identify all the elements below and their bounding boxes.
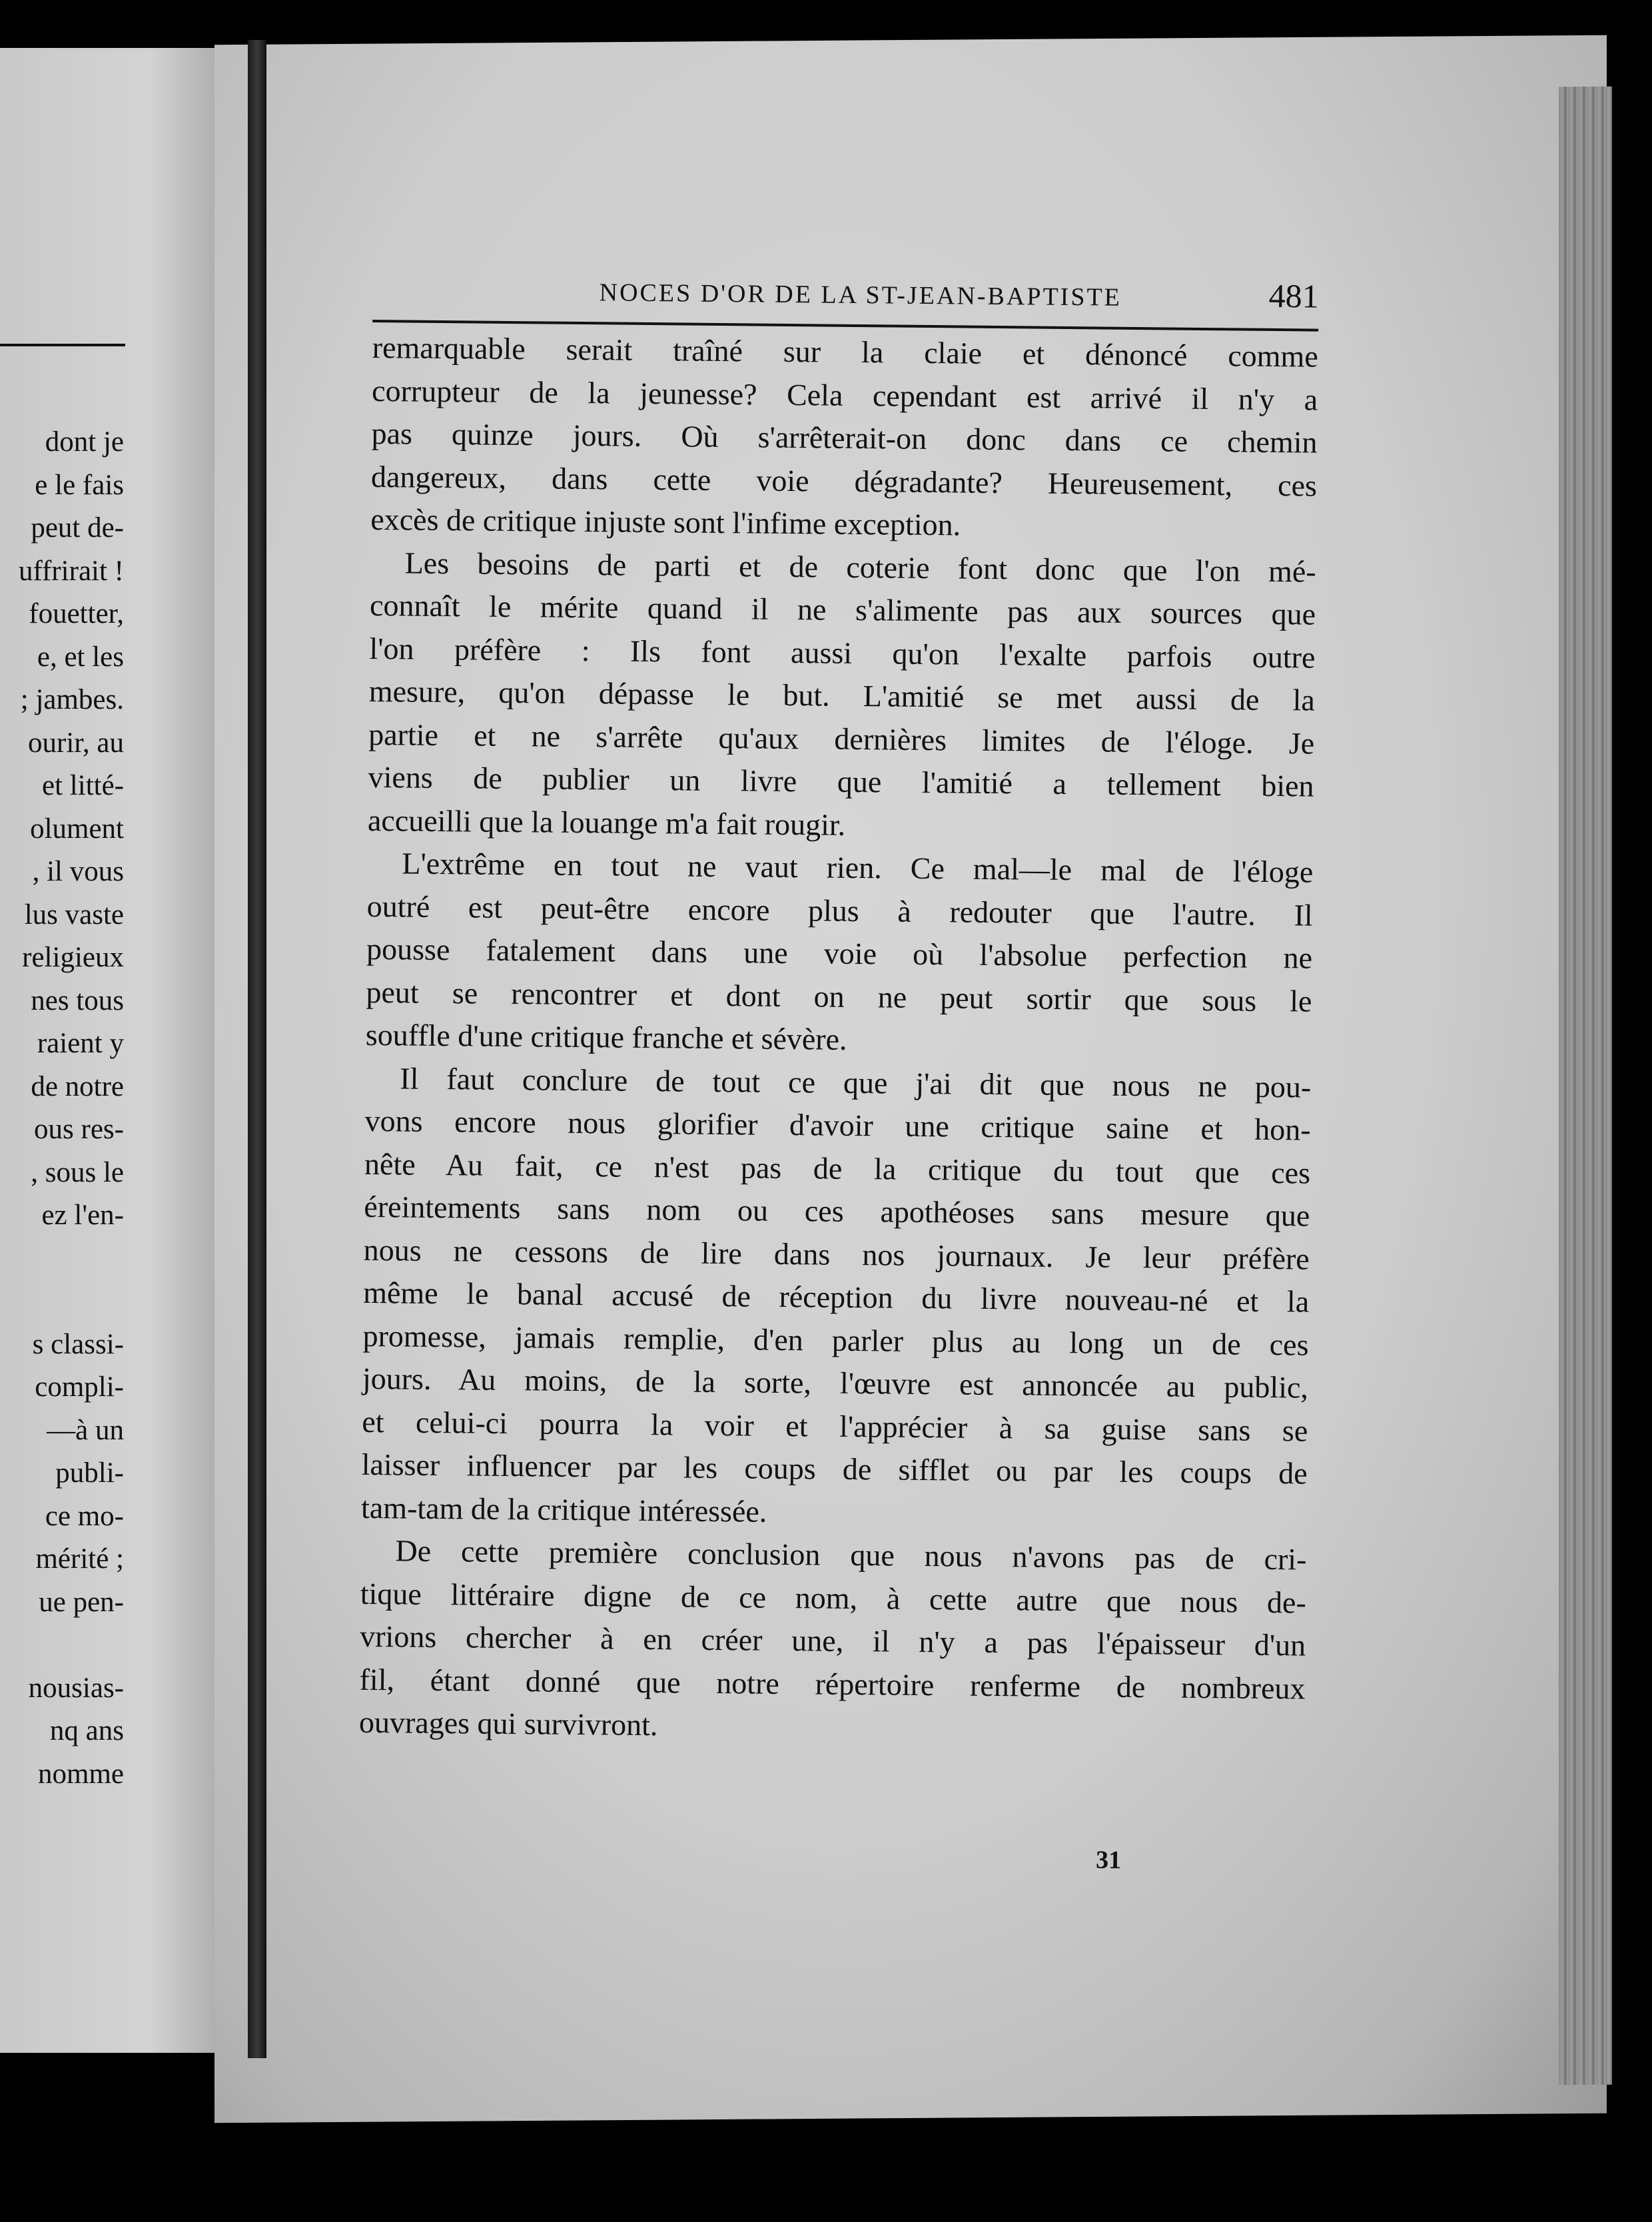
left-page-line: —à un (47, 1414, 124, 1446)
body-text (359, 326, 1318, 1753)
left-page-line: raient y (37, 1028, 124, 1059)
left-page-line: ; jambes. (20, 684, 124, 715)
left-page-line: s classi- (32, 1328, 124, 1360)
page-edges (1559, 87, 1612, 2085)
text-line: partie et ne s'arrête qu'aux dernières limites de l'éloge. Je (368, 717, 1315, 761)
left-page-line: et litté- (42, 770, 124, 801)
left-page (0, 48, 248, 2053)
text-line: ouvrages qui survivront. (358, 1704, 658, 1742)
left-page-line: dont je (45, 426, 124, 458)
page-number: 481 (1268, 276, 1319, 315)
left-page-line: publi- (55, 1457, 124, 1489)
text-line: pas quinze jours. Où s'arrêterait-on donc dans ce chemin (371, 416, 1318, 460)
left-page-line: e, et les (37, 641, 124, 673)
text-line: et celui-ci pourra la voir et l'apprécier à sa guise sans se (362, 1404, 1308, 1448)
text-line: De cette première conclusion que nous n'avons pas de cri- (395, 1533, 1307, 1577)
text-line: L'extrême en tout ne vaut rien. Ce mal—le mal de l'éloge (402, 846, 1314, 889)
running-title: NOCES D'OR DE LA ST-JEAN-BAPTISTE (599, 278, 1122, 312)
left-page-header-rule (0, 344, 125, 346)
text-line: nous ne cessons de lire dans nos journaux. Je leur préfère (363, 1232, 1310, 1276)
signature-mark: 31 (1095, 1846, 1122, 1874)
text-line: l'on préfère : Ils font aussi qu'on l'exalte parfois outre (369, 631, 1316, 675)
text-line: jours. Au moins, de la sorte, l'œuvre est annoncée au public, (362, 1361, 1309, 1405)
text-line: corrupteur de la jeunesse? Cela cependant est arrivé il n'y a (371, 373, 1318, 417)
text-line: souffle d'une critique franche et sévère. (365, 1017, 847, 1056)
text-line: viens de publier un livre que l'amitié a tellement bien (368, 759, 1314, 803)
left-page-line: olument (30, 813, 124, 845)
book-gutter (248, 40, 266, 2058)
text-line: pousse fatalement dans une voie où l'absolue perfection ne (366, 931, 1313, 975)
text-line: promesse, jamais remplie, d'en parler plus au long un de ces (362, 1318, 1309, 1362)
left-page-line: ous res- (34, 1114, 124, 1145)
left-page-line (19, 1280, 124, 1323)
left-page-line: ce mo- (45, 1500, 124, 1532)
left-page-line: de notre (31, 1070, 124, 1102)
left-page-line: religieux (22, 942, 124, 973)
text-line: éreintements sans nom ou ces apothéoses sans mesure que (364, 1189, 1310, 1233)
text-line: accueilli que la louange m'a fait rougir. (367, 803, 846, 842)
left-page-line: mérité ; (35, 1543, 124, 1575)
text-line: dangereux, dans cette voie dégradante? Heureusement, ces (370, 459, 1318, 503)
text-line: Il faut conclure de tout ce que j'ai dit que nous ne pou- (400, 1060, 1312, 1104)
left-page-line: ez l'en- (41, 1200, 124, 1231)
text-line: tam-tam de la critique intéressée. (360, 1490, 767, 1529)
left-page-line: fouetter, (29, 598, 124, 629)
left-page-line: uffrirait ! (19, 555, 124, 587)
text-line: nête Au fait, ce n'est pas de la critique du tout que ces (364, 1146, 1311, 1190)
left-page-text (19, 421, 124, 1796)
left-page-line: e le fais (35, 469, 124, 501)
left-page-line: , sous le (31, 1156, 124, 1188)
text-line: Les besoins de parti et de coterie font donc que l'on mé- (404, 545, 1316, 589)
text-line: connaît le mérite quand il ne s'alimente pas aux sources que (369, 587, 1316, 631)
text-line: peut se rencontrer et dont on ne peut sortir que sous le (366, 974, 1312, 1018)
text-line: même le banal accusé de réception du livre nouveau-né et la (362, 1275, 1310, 1319)
running-header (372, 266, 1319, 332)
left-page-line: compli- (35, 1371, 124, 1403)
left-page-line: nes tous (31, 984, 124, 1016)
left-page-line (19, 1238, 124, 1281)
left-page-line: nomme (38, 1758, 124, 1790)
text-line: fil, étant donné que notre répertoire renferme de nombreux (359, 1662, 1306, 1706)
text-line: vons encore nous glorifier d'avoir une critique saine et hon- (364, 1103, 1311, 1147)
text-line: laisser influencer par les coups de sifflet ou par les coups de (361, 1447, 1308, 1491)
text-line: mesure, qu'on dépasse le but. L'amitié se met aussi de la (368, 673, 1316, 717)
left-page-line: nousias- (28, 1672, 124, 1704)
left-page-line (19, 1624, 124, 1667)
left-page-line: nq ans (49, 1715, 124, 1746)
text-line: tique littéraire digne de ce nom, à cette autre que nous de- (360, 1576, 1307, 1620)
left-page-line: lus vaste (24, 899, 124, 930)
text-line: vrions chercher à en créer une, il n'y a pas l'épaisseur d'un (360, 1619, 1306, 1663)
text-line: excès de critique injuste sont l'infime exception. (370, 502, 961, 542)
text-line: remarquable serait traîné sur la claie et dénoncé comme (372, 330, 1319, 374)
left-page-line: peut de- (31, 512, 124, 544)
left-page-line: ue pen- (39, 1586, 124, 1618)
left-page-line: , il vous (32, 856, 124, 887)
left-page-line: ourir, au (28, 727, 124, 759)
page-content (358, 266, 1319, 1874)
text-line: outré est peut-être encore plus à redouter que l'autre. Il (366, 889, 1313, 932)
